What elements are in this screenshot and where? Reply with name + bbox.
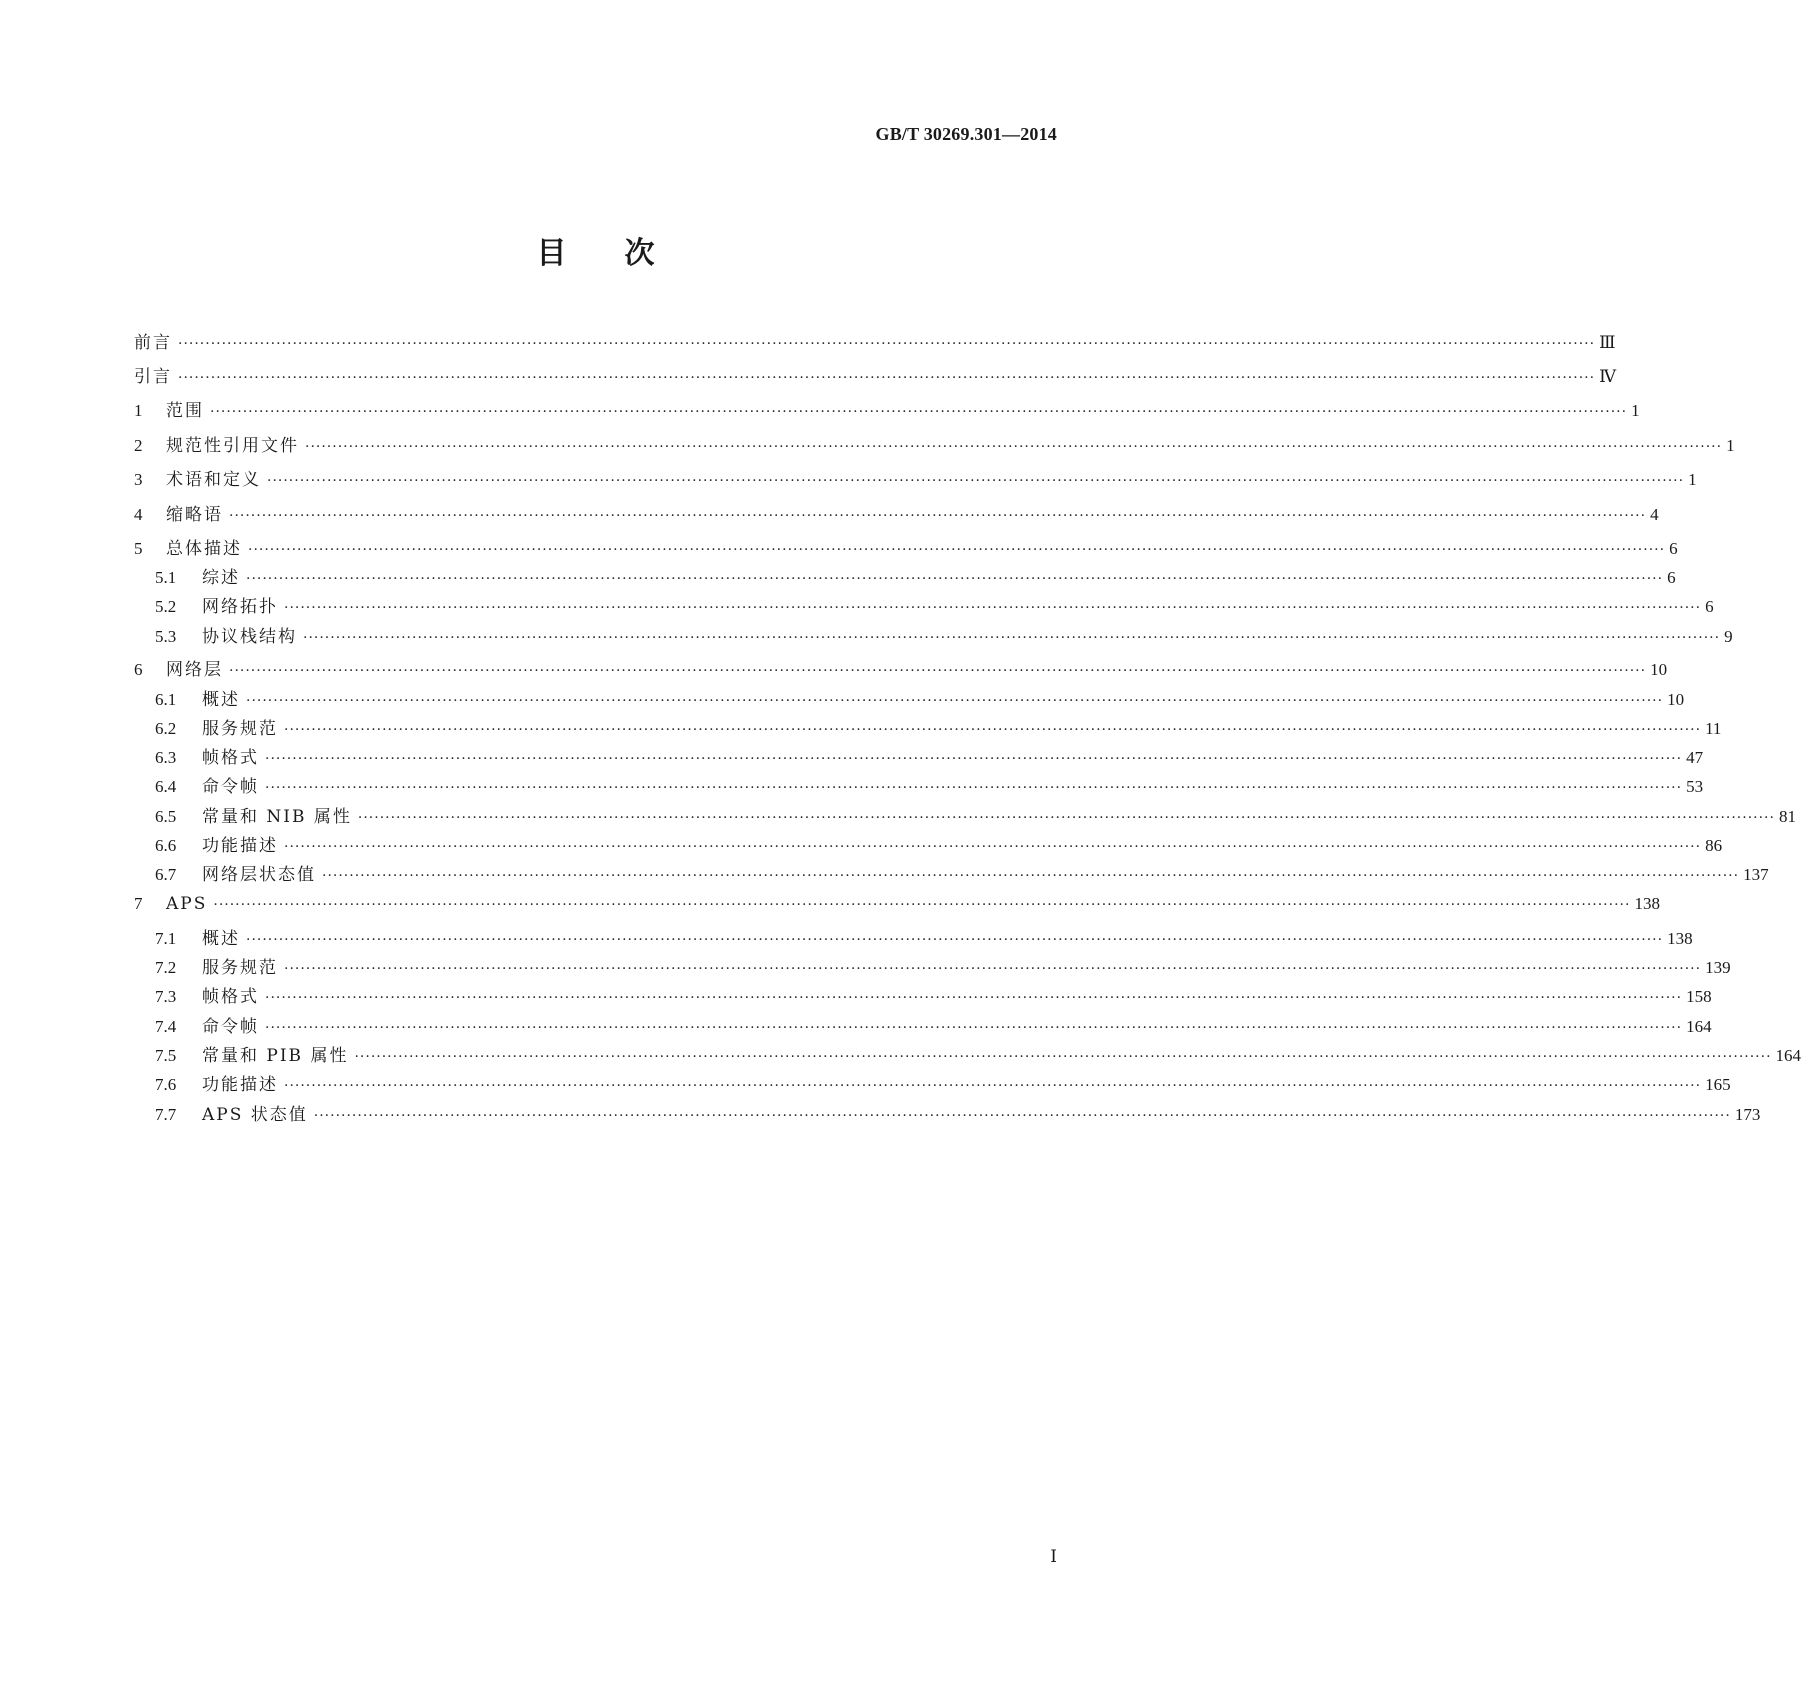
toc-entry-page: 138 (1634, 894, 1660, 913)
toc-entry-number: 6.5 (155, 807, 177, 826)
toc-entry-title: 总体描述 (166, 539, 242, 559)
toc-entry-title: APS (166, 894, 208, 914)
toc-dot-leader: ···································································································································································································································································· (305, 439, 1723, 455)
toc-entry-page: 53 (1686, 777, 1704, 796)
toc-entry-title: 缩略语 (166, 505, 223, 525)
toc-entry-page: 1 (1688, 470, 1697, 489)
toc-entry-number: 6.3 (155, 748, 177, 767)
toc-dot-leader: ···································································································································································································································································· (354, 1049, 1772, 1065)
toc-entry-number: 4 (134, 505, 143, 524)
toc-entry[interactable] (155, 622, 1733, 648)
toc-entry[interactable] (155, 772, 1704, 798)
toc-entry-page: 86 (1705, 836, 1723, 855)
toc-entry-number: 7.6 (155, 1075, 177, 1094)
toc-entry-title: 引言 (134, 367, 172, 387)
toc-entry[interactable] (134, 396, 1640, 422)
toc-entry-page: 173 (1734, 1105, 1761, 1124)
toc-dot-leader: ···································································································································································································································································· (229, 508, 1647, 524)
toc-entry-title: 帧格式 (202, 748, 259, 768)
toc-entry[interactable] (155, 860, 1769, 886)
toc-entry[interactable] (134, 362, 1617, 388)
toc-entry-title: 网络层 (166, 660, 223, 680)
toc-entry-page: 4 (1650, 505, 1659, 524)
toc-entry-page: 11 (1705, 719, 1722, 738)
toc-entry-title: 服务规范 (202, 958, 278, 978)
toc-entry-page: 10 (1650, 660, 1668, 679)
toc-entry-page: Ⅳ (1599, 367, 1617, 386)
toc-entry-title: 常量和 PIB 属性 (202, 1046, 349, 1066)
toc-entry-title: 范围 (166, 401, 204, 421)
toc-entry-page: 9 (1724, 627, 1733, 646)
toc-dot-leader: ···································································································································································································································································· (213, 897, 1631, 913)
toc-entry-number: 7.5 (155, 1046, 177, 1065)
toc-dot-leader: ···································································································································································································································································· (178, 336, 1596, 352)
toc-entry-number: 6.6 (155, 836, 177, 855)
toc-entry-title: 前言 (134, 333, 172, 353)
toc-entry[interactable] (134, 431, 1735, 457)
toc-entry-title: 网络拓扑 (202, 597, 278, 617)
toc-entry[interactable] (134, 534, 1678, 560)
toc-entry-title: 常量和 NIB 属性 (202, 807, 352, 827)
toc-entry[interactable] (155, 982, 1712, 1008)
toc-entry-number: 6 (134, 660, 143, 679)
toc-entry-page: 81 (1778, 807, 1796, 826)
toc-dot-leader: ···································································································································································································································································· (265, 751, 1683, 767)
toc-dot-leader: ···································································································································································································································································· (284, 961, 1702, 977)
toc-entry[interactable] (155, 802, 1796, 828)
toc-entry-title: 概述 (202, 929, 240, 949)
toc-entry-title: 术语和定义 (166, 470, 261, 490)
toc-dot-leader: ···································································································································································································································································· (284, 1078, 1702, 1094)
toc-entry-title: APS 状态值 (202, 1105, 308, 1125)
toc-entry[interactable] (155, 592, 1714, 618)
toc-dot-leader: ···································································································································································································································································· (322, 868, 1740, 884)
toc-entry[interactable] (134, 500, 1659, 526)
toc-entry-number: 5.1 (155, 568, 177, 587)
toc-entry-page: 6 (1667, 568, 1676, 587)
toc-dot-leader: ···································································································································································································································································· (178, 370, 1596, 386)
toc-entry-number: 2 (134, 436, 143, 455)
toc-entry-title: 命令帧 (202, 1017, 259, 1037)
toc-entry-number: 7.4 (155, 1017, 177, 1036)
toc-entry-page: 47 (1686, 748, 1704, 767)
toc-dot-leader: ···································································································································································································································································· (229, 663, 1647, 679)
toc-entry[interactable] (155, 953, 1731, 979)
toc-title: 目次 (536, 236, 713, 271)
toc-dot-leader: ···································································································································································································································································· (265, 1020, 1683, 1036)
toc-entry-number: 7.1 (155, 929, 177, 948)
toc-entry-title: 功能描述 (202, 836, 278, 856)
toc-entry-number: 6.4 (155, 777, 177, 796)
toc-dot-leader: ···································································································································································································································································· (248, 542, 1666, 558)
toc-entry-title: 服务规范 (202, 719, 278, 739)
page-number: Ⅰ (1050, 1547, 1057, 1566)
toc-entry-number: 1 (134, 401, 143, 420)
toc-entry-number: 5.3 (155, 627, 177, 646)
toc-entry-page: 1 (1631, 401, 1640, 420)
toc-entry-title: 帧格式 (202, 987, 259, 1007)
toc-entry-page: 165 (1705, 1075, 1731, 1094)
toc-entry[interactable] (155, 1100, 1761, 1126)
toc-entry-number: 7.3 (155, 987, 177, 1006)
toc-entry-number: 5 (134, 539, 143, 558)
toc-entry-page: 10 (1667, 690, 1685, 709)
toc-entry[interactable] (155, 685, 1685, 711)
toc-entry-title: 命令帧 (202, 777, 259, 797)
toc-entry[interactable] (155, 563, 1676, 589)
toc-dot-leader: ···································································································································································································································································· (265, 780, 1683, 796)
toc-entry-title: 功能描述 (202, 1075, 278, 1095)
toc-entry-number: 7 (134, 894, 143, 913)
toc-entry-title: 协议栈结构 (202, 627, 297, 647)
toc-dot-leader: ···································································································································································································································································· (265, 990, 1683, 1006)
toc-entry-number: 6.2 (155, 719, 177, 738)
toc-entry-page: 6 (1705, 597, 1714, 616)
toc-entry-number: 3 (134, 470, 143, 489)
toc-dot-leader: ···································································································································································································································································· (357, 810, 1775, 826)
toc-dot-leader: ···································································································································································································································································· (246, 932, 1664, 948)
toc-entry-page: 1 (1726, 436, 1735, 455)
toc-entry-page: 138 (1667, 929, 1693, 948)
toc-entry[interactable] (155, 924, 1693, 950)
toc-entry-title: 网络层状态值 (202, 865, 316, 885)
toc-entry-title: 综述 (202, 568, 240, 588)
toc-entry-number: 6.7 (155, 865, 177, 884)
toc-entry-number: 5.2 (155, 597, 177, 616)
document-code: GB/T 30269.301—2014 (875, 124, 1057, 144)
toc-dot-leader: ···································································································································································································································································· (303, 630, 1721, 646)
toc-entry-page: 6 (1669, 539, 1678, 558)
toc-entry-number: 6.1 (155, 690, 177, 709)
toc-entry-number: 7.7 (155, 1105, 177, 1124)
toc-entry-number: 7.2 (155, 958, 177, 977)
toc-entry-page: 139 (1705, 958, 1731, 977)
toc-dot-leader: ···································································································································································································································································· (246, 693, 1664, 709)
toc-entry-title: 规范性引用文件 (166, 436, 299, 456)
toc-dot-leader: ···································································································································································································································································· (246, 571, 1664, 587)
toc-entry-title: 概述 (202, 690, 240, 710)
toc-dot-leader: ···································································································································································································································································· (267, 473, 1685, 489)
toc-entry-page: Ⅲ (1599, 333, 1616, 352)
toc-entry-page: 137 (1743, 865, 1769, 884)
toc-dot-leader: ···································································································································································································································································· (210, 404, 1628, 420)
toc-dot-leader: ···································································································································································································································································· (284, 839, 1702, 855)
toc-entry[interactable] (155, 1041, 1801, 1067)
toc-entry[interactable] (155, 714, 1722, 740)
toc-dot-leader: ···································································································································································································································································· (284, 600, 1702, 616)
toc-entry[interactable] (155, 831, 1723, 857)
toc-entry-page: 158 (1686, 987, 1712, 1006)
toc-entry-page: 164 (1686, 1017, 1712, 1036)
toc-entry[interactable] (155, 1012, 1712, 1038)
toc-dot-leader: ···································································································································································································································································· (313, 1108, 1731, 1124)
toc-entry[interactable] (134, 655, 1668, 681)
toc-dot-leader: ···································································································································································································································································· (284, 722, 1702, 738)
toc-entry[interactable] (155, 1070, 1731, 1096)
toc-entry[interactable] (134, 328, 1616, 354)
toc-entry[interactable] (155, 743, 1704, 769)
toc-entry-page: 164 (1775, 1046, 1801, 1065)
toc-entry[interactable] (134, 465, 1697, 491)
toc-entry[interactable] (134, 894, 1660, 920)
